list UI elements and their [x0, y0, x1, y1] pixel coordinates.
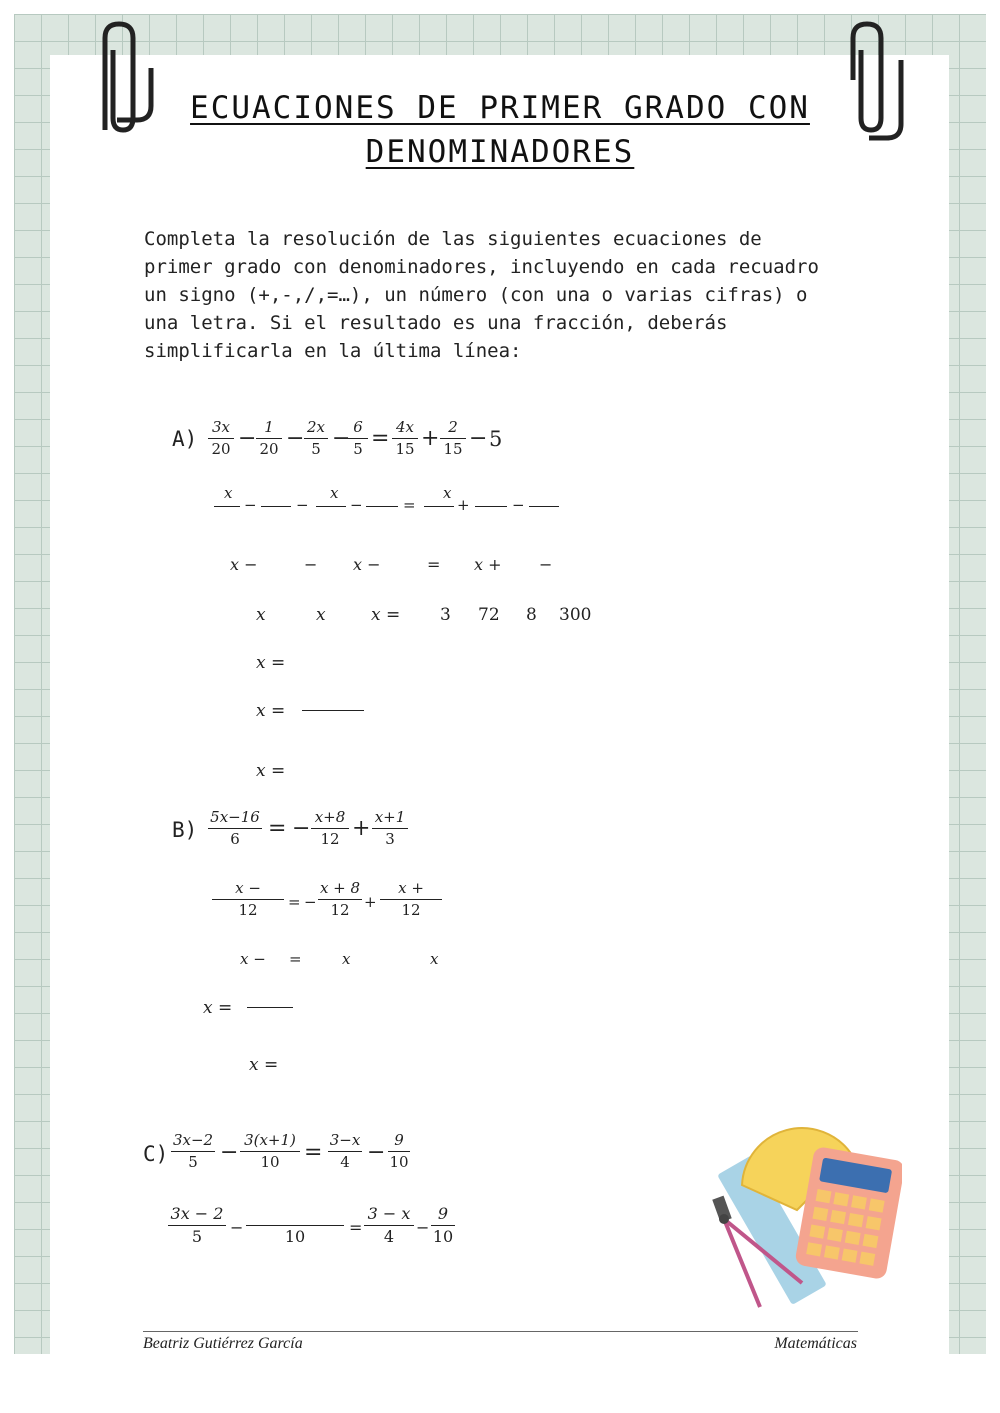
fraction-bar	[316, 506, 346, 507]
operator: −	[304, 893, 317, 911]
operator: +	[457, 496, 470, 514]
math-tools-illustration	[712, 1115, 902, 1315]
fraction-bar	[366, 506, 398, 507]
fraction: $\frac{9}{10}$	[389, 1131, 409, 1171]
operator: =	[427, 555, 441, 574]
operator: −	[367, 1140, 386, 1165]
operator: −	[292, 816, 311, 841]
expression: x −	[353, 555, 381, 574]
constant: 5	[489, 427, 503, 451]
fraction-bar	[424, 506, 454, 507]
operator: +	[352, 816, 371, 841]
operator: =	[349, 1218, 363, 1237]
operator: =	[371, 426, 390, 451]
variable: x	[342, 950, 351, 968]
fraction: 10	[246, 1206, 344, 1245]
step-b4: x =	[249, 1055, 279, 1075]
number: 3	[440, 605, 451, 625]
fraction: $\frac{2}{15}$	[440, 420, 466, 457]
operator: −	[220, 1140, 239, 1165]
operator: −	[286, 426, 305, 451]
operator: =	[288, 893, 301, 911]
footer-rule	[143, 1331, 858, 1332]
section-b-label: B)	[172, 818, 198, 842]
fraction-bar	[475, 506, 507, 507]
number: 8	[526, 605, 537, 625]
fraction: $\frac{9}{10}$	[432, 1204, 454, 1246]
footer-author: Beatriz Gutiérrez García	[143, 1335, 303, 1352]
operator: −	[230, 1218, 244, 1237]
number: 72	[478, 605, 500, 625]
fraction: $\frac{4x}{15}$	[392, 420, 418, 457]
variable: x	[443, 484, 452, 502]
operator: −	[512, 496, 525, 514]
variable: x	[256, 605, 266, 625]
paperclip-right-icon	[845, 20, 907, 145]
fraction: $\frac{x+1}{3}$	[372, 810, 408, 847]
operator: −	[350, 496, 363, 514]
fraction: $\frac{2x}{5}$	[304, 420, 328, 457]
number: 300	[559, 605, 592, 625]
instructions: Completa la resolución de las siguientes ecuaciones de primer grado con denominadores, incluyendo en cada recuadro un signo (+,-,/,=…), un número (con una o varias cifras) o una letra. Si el resultado es una fracción, deberás simplificarla en la última línea:	[144, 228, 819, 362]
fraction-bar	[214, 506, 240, 507]
operator: −	[332, 426, 351, 451]
paperclip-left-icon	[97, 20, 157, 145]
footer-subject: Matemáticas	[774, 1335, 857, 1352]
operator: =	[268, 816, 287, 841]
operator: −	[304, 555, 318, 574]
operator: −	[238, 426, 257, 451]
expression: x −	[240, 950, 266, 968]
fraction: $\frac{3x}{20}$	[208, 420, 234, 457]
fraction-bar	[529, 506, 559, 507]
operator: −	[539, 555, 553, 574]
variable: x	[330, 484, 339, 502]
fraction: $\frac{x +}{12}$	[380, 881, 442, 918]
step-b3: x =	[203, 998, 233, 1018]
page-title: ECUACIONES DE PRIMER GRADO CON DENOMINADORES	[190, 90, 810, 170]
expression: x +	[474, 555, 502, 574]
fraction: $\frac{3x - 2}{5}$	[168, 1206, 226, 1245]
operator: +	[364, 893, 377, 911]
operator: +	[421, 426, 440, 451]
operator: −	[416, 1218, 430, 1237]
fraction: $\frac{1}{20}$	[256, 420, 282, 457]
fraction-bar	[302, 710, 364, 711]
operator: =	[289, 950, 302, 968]
step-a4: x =	[256, 653, 286, 673]
operator: =	[304, 1140, 323, 1165]
operator: =	[403, 496, 416, 514]
variable: x	[224, 484, 233, 502]
fraction: $\frac{5x-16}{6}$	[208, 810, 262, 847]
fraction: $\frac{3 - x}{4}$	[364, 1206, 414, 1245]
fraction: $\frac{x -}{12}$	[212, 881, 284, 918]
section-c-label: C)	[143, 1142, 169, 1166]
fraction: $\frac{6}{5}$	[348, 420, 368, 457]
fraction-bar	[261, 506, 291, 507]
fraction-bar	[247, 1007, 293, 1008]
expression: x −	[230, 555, 258, 574]
operator: −	[296, 496, 309, 514]
step-a6: x =	[256, 761, 286, 781]
variable: x	[316, 605, 326, 625]
operator: −	[469, 426, 488, 451]
operator: −	[244, 496, 257, 514]
step-a5: x =	[256, 701, 286, 721]
expression: x =	[371, 605, 401, 625]
fraction: $\frac{x + 8}{12}$	[319, 879, 361, 919]
fraction: $\frac{x+8}{12}$	[311, 810, 349, 847]
fraction: $\frac{3x-2}{5}$	[172, 1131, 214, 1171]
section-a-label: A)	[172, 427, 198, 451]
fraction: $\frac{3-x}{4}$	[329, 1131, 361, 1171]
fraction: $\frac{3(x+1)}{10}$	[240, 1133, 300, 1170]
variable: x	[430, 950, 439, 968]
